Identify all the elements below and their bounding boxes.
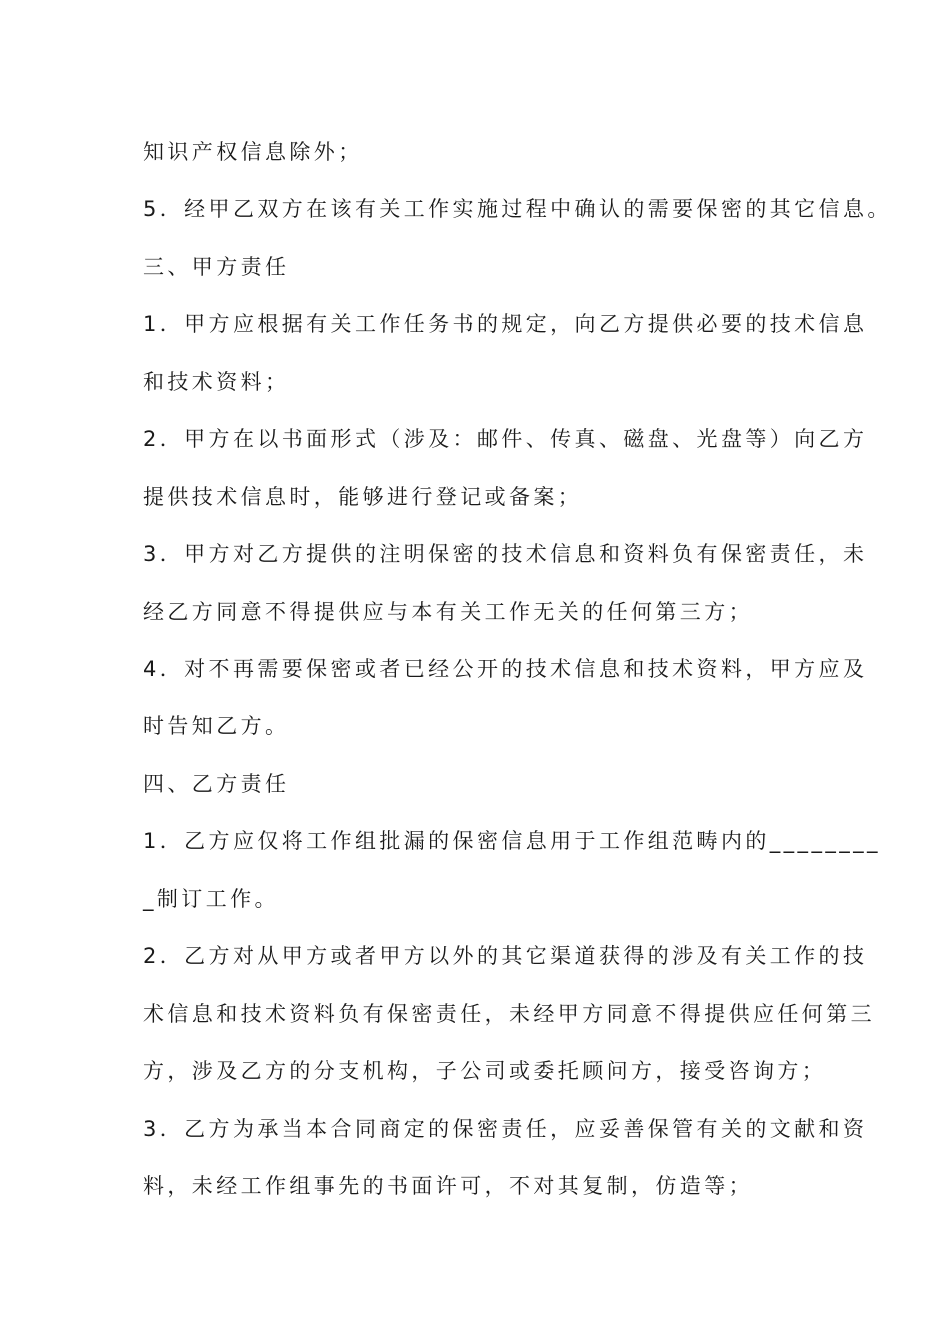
text-line: 知识产权信息除外； bbox=[143, 140, 363, 164]
text-line: 3．乙方为承当本合同商定的保密责任，应妥善保管有关的文献和资 bbox=[143, 1117, 868, 1141]
text-line: 5．经甲乙双方在该有关工作实施过程中确认的需要保密的其它信息。 bbox=[143, 197, 892, 221]
text-line: 3．甲方对乙方提供的注明保密的技术信息和资料负有保密责任，未 bbox=[143, 542, 868, 566]
text-line: 料，未经工作组事先的书面许可，不对其复制，仿造等； bbox=[143, 1174, 753, 1198]
text-line: 1．甲方应根据有关工作任务书的规定，向乙方提供必要的技术信息 bbox=[143, 312, 868, 336]
text-line: 经乙方同意不得提供应与本有关工作无关的任何第三方； bbox=[143, 600, 753, 624]
text-line: 2．甲方在以书面形式（涉及：邮件、传真、磁盘、光盘等）向乙方 bbox=[143, 427, 868, 451]
text-line: 2．乙方对从甲方或者甲方以外的其它渠道获得的涉及有关工作的技 bbox=[143, 944, 868, 968]
text-line: 方，涉及乙方的分支机构，子公司或委托顾问方，接受咨询方； bbox=[143, 1059, 827, 1083]
text-line: 时告知乙方。 bbox=[143, 714, 290, 738]
text-line: 1．乙方应仅将工作组批漏的保密信息用于工作组范畴内的________ bbox=[143, 829, 881, 853]
text-line: 术信息和技术资料负有保密责任，未经甲方同意不得提供应任何第三 bbox=[143, 1002, 875, 1026]
text-line: 和技术资料； bbox=[143, 370, 290, 394]
text-line: 提供技术信息时，能够进行登记或备案； bbox=[143, 485, 583, 509]
section-heading: 三、甲方责任 bbox=[143, 255, 290, 279]
text-line: _制订工作。 bbox=[143, 887, 279, 911]
text-line: 4．对不再需要保密或者已经公开的技术信息和技术资料，甲方应及 bbox=[143, 657, 868, 681]
section-heading: 四、乙方责任 bbox=[143, 772, 290, 796]
